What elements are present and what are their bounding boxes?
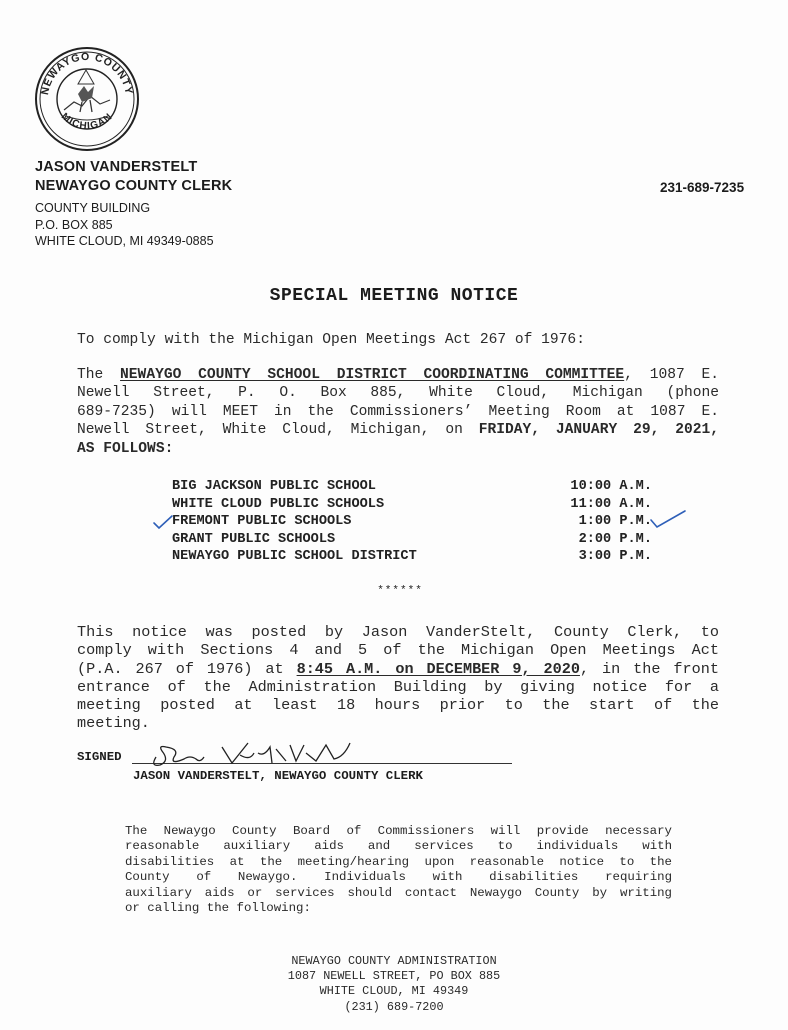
checkmark-icon	[152, 514, 174, 530]
schedule-school: GRANT PUBLIC SCHOOLS	[172, 531, 336, 547]
schedule-school: FREMONT PUBLIC SCHOOLS	[172, 514, 352, 529]
meeting-paragraph	[77, 366, 719, 458]
posted-line: meeting posted at least 18 hours prior to the start of the	[77, 696, 719, 715]
contact-org: NEWAYGO COUNTY ADMINISTRATION	[291, 954, 497, 968]
clerk-address	[35, 200, 214, 250]
schedule-time: 1:00 P.M.	[578, 514, 652, 529]
handwritten-signature	[140, 733, 380, 773]
address-line: WHITE CLOUD, MI 49349-0885	[35, 234, 214, 248]
contact-phone: (231) 689-7200	[344, 999, 444, 1014]
schedule-time: 2:00 P.M.	[578, 531, 652, 547]
signed-label: SIGNED	[77, 750, 122, 764]
ada-line: The Newaygo County Board of Commissioners will provide necessary	[125, 824, 672, 838]
clerk-phone: 231-689-7235	[660, 180, 745, 195]
meeting-line: Newell Street, White Cloud, Michigan, on FRIDAY, JANUARY 29, 2021,	[77, 422, 719, 439]
schedule-school: BIG JACKSON PUBLIC SCHOOL	[172, 479, 376, 494]
contact-street: 1087 NEWELL STREET, PO BOX 885	[287, 969, 501, 984]
svg-text:NEWAYGO COUNTY: NEWAYGO COUNTY	[39, 50, 135, 97]
address-line: P.O. BOX 885	[35, 217, 113, 232]
schedule-school: WHITE CLOUD PUBLIC SCHOOLS	[172, 496, 385, 512]
posted-paragraph	[77, 623, 719, 733]
posted-line: entrance of the Administration Building by giving notice for a	[77, 677, 719, 696]
schedule-times	[558, 478, 652, 566]
schedule-time: 3:00 P.M.	[578, 549, 652, 564]
meeting-line: The NEWAYGO COUNTY SCHOOL DISTRICT COORDINATING COMMITTEE, 1087 E.	[77, 367, 719, 383]
signer-name: JASON VANDERSTELT, NEWAYGO COUNTY CLERK	[133, 769, 423, 783]
address-line: COUNTY BUILDING	[35, 201, 151, 215]
posted-time: 8:45 A.M. on DECEMBER 9, 2020	[296, 659, 580, 678]
svg-text:MICHIGAN: MICHIGAN	[58, 111, 116, 133]
ada-line: reasonable auxiliary aids and services to individuals with	[125, 839, 672, 854]
meeting-line: AS FOLLOWS:	[77, 440, 174, 457]
notice-title: SPECIAL MEETING NOTICE	[269, 286, 519, 306]
ada-line: County of Newaygo. Individuals with disabilities requiring	[125, 870, 672, 885]
intro-text: To comply with the Michigan Open Meetings Act 267 of 1976:	[77, 332, 585, 348]
committee-name: NEWAYGO COUNTY SCHOOL DISTRICT COORDINATING COMMITTEE	[120, 367, 625, 383]
posted-line: This notice was posted by Jason VanderStelt, County Clerk, to	[77, 623, 719, 641]
clerk-title: NEWAYGO COUNTY CLERK	[35, 178, 233, 194]
seal-top-text	[34, 46, 140, 152]
ada-notice	[125, 824, 672, 916]
schedule-time: 11:00 A.M.	[570, 496, 652, 512]
ada-line: auxiliary aids or services should contact Newaygo County by writing	[125, 885, 672, 900]
meeting-date: FRIDAY, JANUARY 29, 2021,	[478, 422, 719, 439]
schedule-schools	[172, 478, 417, 566]
meeting-line: 689-7235) will MEET in the Commissioners’ Meeting Room at 1087 E.	[77, 403, 719, 420]
posted-line: (P.A. 267 of 1976) at 8:45 A.M. on DECEMBER 9, 2020, in the front	[77, 659, 719, 678]
posted-line: comply with Sections 4 and 5 of the Michigan Open Meetings Act	[77, 641, 719, 660]
posted-line: meeting.	[77, 714, 150, 733]
separator: ******	[377, 585, 423, 597]
clerk-name: JASON VANDERSTELT	[35, 159, 198, 175]
schedule-time: 10:00 A.M.	[570, 479, 652, 494]
checkmark-icon	[648, 508, 688, 530]
contact-city: WHITE CLOUD, MI 49349	[319, 984, 469, 999]
ada-line: disabilities at the meeting/hearing upon reasonable notice to the	[125, 854, 672, 869]
ada-line: or calling the following:	[125, 901, 311, 916]
meeting-line: Newell Street, P. O. Box 885, White Cloud, Michigan (phone	[77, 385, 719, 402]
schedule-school: NEWAYGO PUBLIC SCHOOL DISTRICT	[172, 549, 417, 564]
contact-block	[0, 954, 788, 1015]
